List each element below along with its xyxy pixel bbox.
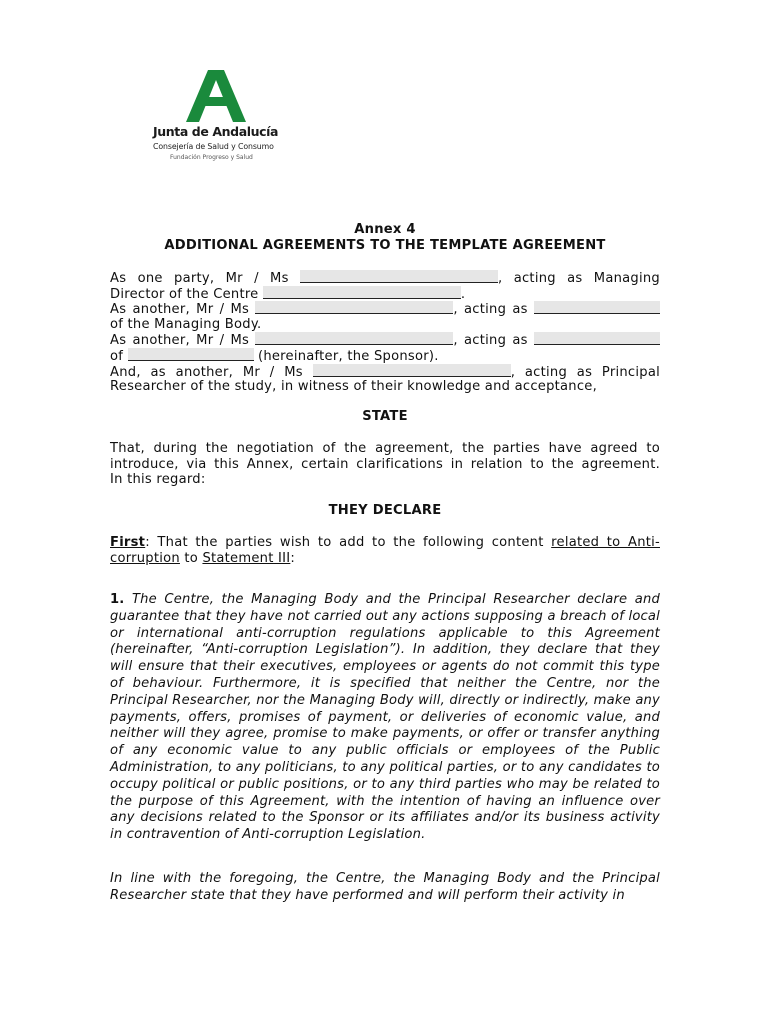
state-line-1: That, during the negotiation of the agreement, the parties have agreed to: [110, 441, 660, 456]
text: , acting as: [453, 333, 528, 349]
state-heading: STATE: [362, 409, 408, 424]
text: to: [179, 550, 203, 566]
text: , acting as Managing: [497, 271, 660, 286]
junta-andalucia-emblem-icon: [186, 70, 246, 122]
first-label: First: [110, 535, 146, 550]
parties-section: [110, 270, 660, 395]
declare-heading: THEY DECLARE: [328, 503, 442, 518]
text: , acting as: [453, 302, 528, 318]
first-text: : That the parties wish to add to the following content: [145, 535, 544, 550]
logo-subtitle-2: Fundación Progreso y Salud: [170, 154, 253, 161]
annex-heading: [110, 222, 660, 253]
logo-subtitle: Consejería de Salud y Consumo: [153, 142, 274, 151]
anti-corruption-link[interactable]: related to Anti-: [551, 535, 660, 550]
annex-number: Annex 4: [354, 222, 416, 237]
centre-blank-field[interactable]: [263, 286, 461, 299]
name-blank-field[interactable]: [300, 270, 498, 283]
text: As another, Mr / Ms: [110, 302, 250, 318]
document-title: ADDITIONAL AGREEMENTS TO THE TEMPLATE AGREEMENT: [164, 237, 606, 253]
parties-line-6: [110, 348, 660, 364]
sponsor-blank-field[interactable]: [128, 348, 254, 361]
first-declaration: [110, 535, 660, 566]
parties-line-7: [110, 364, 660, 380]
parties-line-3: [110, 301, 660, 317]
parties-line-8: Researcher of the study, in witness of their knowledge and acceptance,: [110, 379, 598, 395]
name-blank-field[interactable]: [255, 301, 453, 314]
state-paragraph: [110, 441, 660, 488]
parties-line-5: [110, 332, 660, 348]
logo-name: Junta de Andalucía: [153, 124, 279, 139]
role-blank-field[interactable]: [534, 301, 660, 314]
clause-1-text: The Centre, the Managing Body and the Principal Researcher declare and guarantee that they have not carried out any actions supposing a breach of local or international anti-corruption regulations applicable to this Agreement (hereinafter, “Anti-corruption Legislation”). In addition, they declare that they will ensure that their executives, employees or agents do not commit this type of behaviour. Furthermore, it is specified that neither the Centre, nor the Principal Researcher, nor the Managing Body will, directly or indirectly, make any payments, offers, promises of payment, or deliveries of economic value, and neither will they agree, promise to make payments, or offer or transfer anything of any economic value to any public officials or employees of the Public Administration, to any politicians, to any political parties, or to any candidates to occupy political or public positions, or to any third parties who may be related to the purpose of this Agreement, with the intention of having an influence over any decisions related to the Sponsor or its affiliates and/or its business activity in contravention of Anti-corruption Legislation.: [110, 592, 660, 843]
first-line-1: [110, 535, 660, 551]
text: (hereinafter, the Sponsor).: [257, 348, 439, 364]
state-line-3: In this regard:: [110, 472, 206, 488]
state-line-2: introduce, via this Annex, certain clarifications in relation to the agreement.: [110, 456, 660, 472]
anti-corruption-link[interactable]: corruption: [110, 550, 180, 566]
name-blank-field[interactable]: [255, 332, 453, 345]
text: :: [290, 550, 296, 566]
role-blank-field[interactable]: [534, 332, 660, 345]
text: of: [110, 348, 124, 364]
clause-number: 1.: [110, 592, 125, 607]
parties-line-4: of the Managing Body.: [110, 316, 262, 332]
text: , acting as Principal: [510, 364, 660, 380]
first-line-2: [110, 551, 660, 567]
text: As another, Mr / Ms: [110, 333, 250, 349]
text: As one party, Mr / Ms: [110, 271, 289, 286]
statement-iii-link[interactable]: Statement III: [202, 550, 291, 566]
name-blank-field[interactable]: [313, 364, 511, 377]
text: And, as another, Mr / Ms: [110, 364, 303, 380]
clause-1-continuation: In line with the foregoing, the Centre, the Managing Body and the Principal Researcher state that they have performed and will perform their activity in: [110, 871, 660, 903]
parties-line-2: [110, 286, 660, 302]
text: Director of the Centre: [110, 286, 259, 302]
clause-1-paragraph: [110, 592, 660, 844]
text: .: [460, 286, 466, 302]
parties-line-1: [110, 270, 660, 286]
